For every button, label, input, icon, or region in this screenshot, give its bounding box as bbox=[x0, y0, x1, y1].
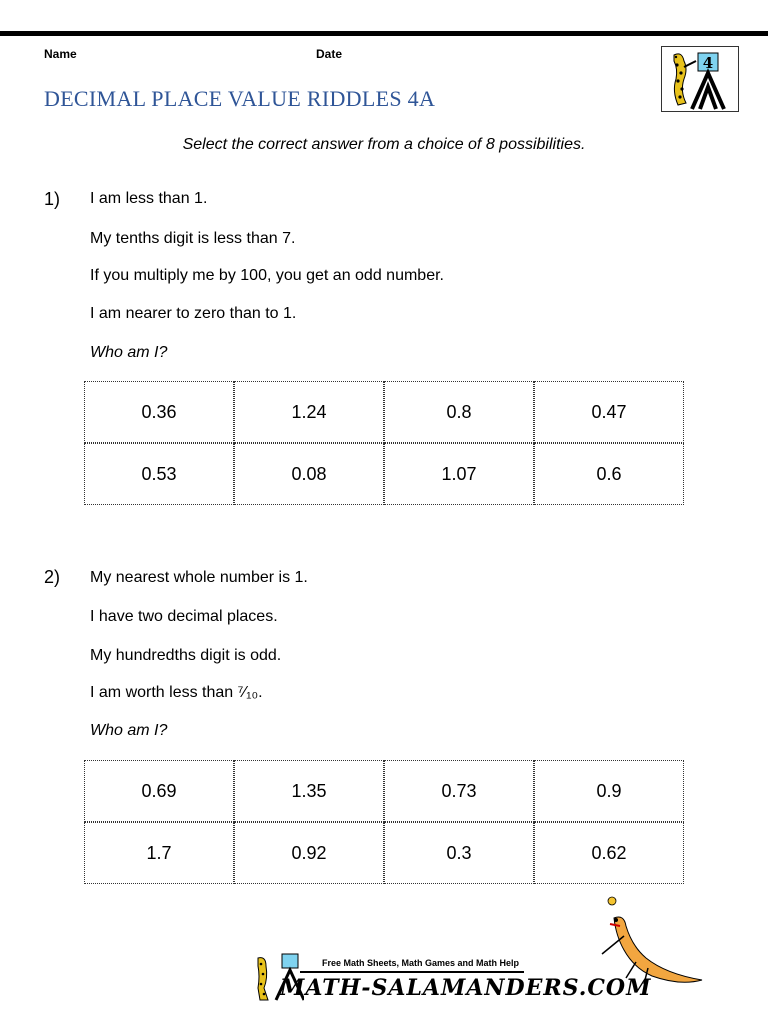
riddle-line: My nearest whole number is 1. bbox=[90, 569, 308, 586]
answer-choice[interactable]: 1.24 bbox=[234, 381, 384, 443]
riddle-line: If you multiply me by 100, you get an odd number. bbox=[90, 267, 444, 284]
salamander-logo-icon bbox=[661, 46, 739, 112]
answer-choice[interactable]: 0.53 bbox=[84, 443, 234, 505]
answer-choice[interactable]: 0.62 bbox=[534, 822, 684, 884]
riddle-line: I am worth less than ⁷⁄₁₀. bbox=[90, 684, 263, 701]
name-label: Name bbox=[44, 47, 77, 61]
footer-tagline: Free Math Sheets, Math Games and Math Help bbox=[322, 958, 520, 968]
who-am-i-prompt: Who am I? bbox=[90, 722, 168, 739]
answer-choice[interactable]: 0.69 bbox=[84, 760, 234, 822]
answer-choices-grid bbox=[84, 381, 684, 505]
question-number: 1) bbox=[44, 189, 61, 209]
grade-badge-text: 4 bbox=[702, 54, 714, 72]
answer-choice[interactable]: 0.36 bbox=[84, 381, 234, 443]
riddle-line: I am less than 1. bbox=[90, 190, 208, 207]
date-label: Date bbox=[316, 47, 343, 61]
who-am-i-prompt: Who am I? bbox=[90, 344, 168, 361]
answer-choice[interactable]: 0.08 bbox=[234, 443, 384, 505]
answer-choice[interactable]: 0.73 bbox=[384, 760, 534, 822]
answer-choice[interactable]: 1.35 bbox=[234, 760, 384, 822]
page-title: DECIMAL PLACE VALUE RIDDLES 4A bbox=[44, 86, 436, 111]
instructions: Select the correct answer from a choice of 8 possibilities. bbox=[182, 136, 586, 153]
riddle-line: I am nearer to zero than to 1. bbox=[90, 305, 297, 322]
riddle-line: I have two decimal places. bbox=[90, 608, 278, 625]
footer-brand[interactable]: MATH-SALAMANDERS.COM bbox=[280, 975, 652, 1001]
answer-choice[interactable]: 0.47 bbox=[534, 381, 684, 443]
answer-choice[interactable]: 1.7 bbox=[84, 822, 234, 884]
answer-choice[interactable]: 0.3 bbox=[384, 822, 534, 884]
answer-choice[interactable]: 0.6 bbox=[534, 443, 684, 505]
answer-choices-grid bbox=[84, 760, 684, 884]
riddle-line: My hundredths digit is odd. bbox=[90, 647, 282, 664]
riddle-line: My tenths digit is less than 7. bbox=[90, 230, 296, 247]
question-number: 2) bbox=[44, 567, 61, 587]
top-rule bbox=[0, 31, 768, 36]
answer-choice[interactable]: 0.9 bbox=[534, 760, 684, 822]
answer-choice[interactable]: 1.07 bbox=[384, 443, 534, 505]
answer-choice[interactable]: 0.8 bbox=[384, 381, 534, 443]
footer-rule bbox=[300, 971, 524, 973]
answer-choice[interactable]: 0.92 bbox=[234, 822, 384, 884]
